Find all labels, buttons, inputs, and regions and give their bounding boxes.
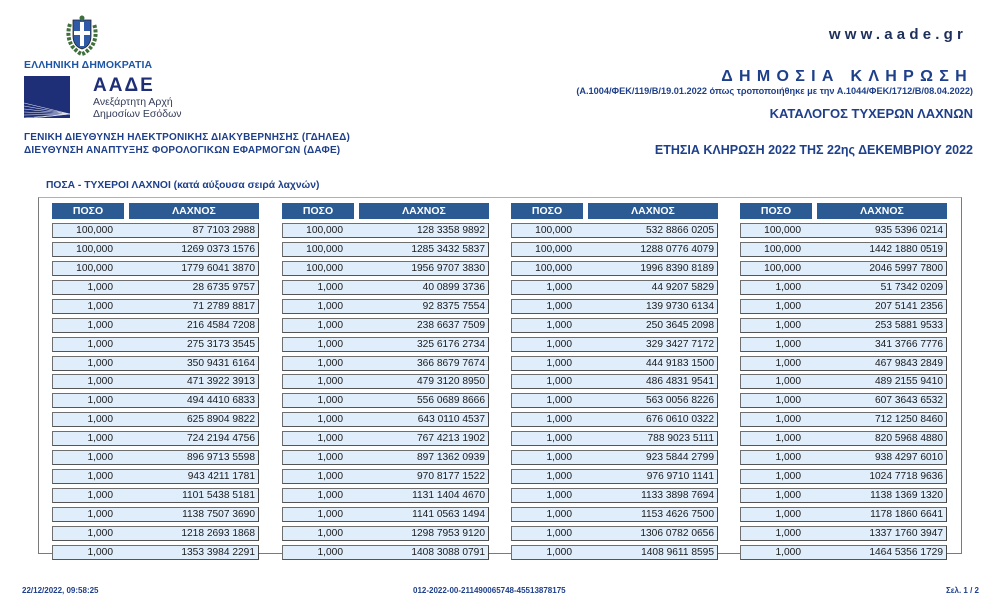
table-row: [511, 393, 718, 408]
prize-amount: 1,000: [546, 357, 572, 369]
ticket-number: 1779 6041 3870: [181, 262, 255, 274]
prize-amount: 100,000: [535, 262, 572, 274]
prize-amount: 1,000: [317, 300, 343, 312]
aade-logo-icon: [24, 76, 70, 118]
prize-amount: 1,000: [317, 433, 343, 445]
prize-amount: 1,000: [87, 319, 113, 331]
prize-amount: 1,000: [775, 452, 801, 464]
table-row: [282, 507, 489, 522]
column-header: [282, 203, 489, 219]
ticket-number: 896 9713 5598: [187, 452, 255, 464]
ticket-number: 1131 1404 4670: [412, 490, 485, 502]
table-row: [740, 545, 947, 560]
prize-amount: 1,000: [317, 338, 343, 350]
table-row: [511, 242, 718, 257]
header-ticket: ΛΑΧΝΟΣ: [359, 203, 489, 219]
table-row: [740, 412, 947, 427]
prize-amount: 1,000: [317, 319, 343, 331]
header-amount: ΠΟΣΟ: [740, 203, 812, 219]
ticket-number: 329 3427 7172: [646, 338, 714, 350]
table-row: [282, 545, 489, 560]
ticket-number: 341 3766 7776: [875, 338, 943, 350]
prize-amount: 1,000: [87, 357, 113, 369]
table-row: [740, 299, 947, 314]
table-row: [740, 374, 947, 389]
header-ticket: ΛΑΧΝΟΣ: [588, 203, 718, 219]
table-row: [282, 374, 489, 389]
table-row: [282, 280, 489, 295]
ticket-number: 556 0689 8666: [417, 395, 485, 407]
prize-amount: 1,000: [87, 509, 113, 520]
ticket-number: 1133 3898 7694: [641, 490, 714, 502]
ticket-number: 643 0110 4537: [417, 414, 485, 426]
ticket-number: 976 9710 1141: [646, 471, 714, 483]
prize-amount: 1,000: [546, 509, 572, 520]
ticket-number: 897 1362 0939: [417, 452, 485, 464]
ticket-number: 1101 5438 5181: [182, 490, 255, 502]
table-row: [740, 507, 947, 522]
prize-amount: 1,000: [317, 527, 343, 539]
table-row: [52, 223, 259, 238]
prize-amount: 1,000: [317, 357, 343, 369]
ticket-number: 938 4297 6010: [875, 452, 943, 464]
ticket-number: 2046 5997 7800: [869, 262, 943, 274]
ticket-number: 1178 1860 6641: [870, 509, 943, 520]
prize-amount: 1,000: [546, 281, 572, 293]
prize-amount: 1,000: [775, 546, 801, 558]
ticket-number: 250 3645 2098: [646, 319, 714, 331]
ticket-number: 820 5968 4880: [875, 433, 943, 445]
prize-amount: 1,000: [317, 471, 343, 483]
ticket-number: 767 4213 1902: [417, 433, 485, 445]
prize-amount: 1,000: [317, 414, 343, 426]
table-row: [52, 469, 259, 484]
table-row: [282, 450, 489, 465]
ticket-number: 28 6735 9757: [192, 281, 255, 293]
table-row: [282, 356, 489, 371]
table-row: [740, 393, 947, 408]
ticket-number: 1464 5356 1729: [869, 546, 943, 558]
table-row: [740, 450, 947, 465]
prize-amount: 1,000: [775, 414, 801, 426]
ticket-number: 1337 1760 3947: [869, 527, 943, 539]
prize-amount: 1,000: [775, 376, 801, 388]
ticket-number: 1141 0563 1494: [412, 509, 485, 520]
prize-amount: 1,000: [317, 376, 343, 388]
ticket-number: 676 0610 0322: [646, 414, 714, 426]
ticket-number: 1138 1369 1320: [870, 490, 943, 502]
table-row: [282, 526, 489, 541]
prize-amount: 100,000: [306, 262, 343, 274]
prize-amount: 1,000: [87, 527, 113, 539]
ticket-number: 139 9730 6134: [646, 300, 714, 312]
header-ticket: ΛΑΧΝΟΣ: [129, 203, 259, 219]
ticket-number: 128 3358 9892: [417, 224, 485, 236]
table-row: [511, 318, 718, 333]
ticket-number: 1153 4626 7500: [641, 509, 714, 520]
republic-label: ΕΛΛΗΝΙΚΗ ΔΗΜΟΚΡΑΤΙΑ: [24, 59, 153, 71]
table-row: [52, 507, 259, 522]
table-row: [511, 299, 718, 314]
table-row: [740, 242, 947, 257]
ticket-number: 207 5141 2356: [875, 300, 943, 312]
ticket-number: 1138 7507 3690: [182, 509, 255, 520]
prize-amount: 1,000: [87, 490, 113, 502]
general-directorate-label: ΓΕΝΙΚΗ ΔΙΕΥΘΥΝΣΗ ΗΛΕΚΤΡΟΝΙΚΗΣ ΔΙΑΚΥΒΕΡΝΗΣΗΣ (ΓΔΗΛΕΔ): [24, 132, 351, 143]
table-row: [740, 223, 947, 238]
prize-amount: 1,000: [546, 338, 572, 350]
page-title: ΔΗΜΟΣΙΑ ΚΛΗΡΩΣΗ: [721, 68, 973, 85]
table-row: [740, 526, 947, 541]
table-row: [282, 242, 489, 257]
prize-amount: 1,000: [775, 433, 801, 445]
ticket-number: 607 3643 6532: [875, 395, 943, 407]
table-row: [282, 223, 489, 238]
prize-amount: 1,000: [87, 433, 113, 445]
table-row: [52, 374, 259, 389]
legal-reference: (Α.1004/ΦΕΚ/119/Β/19.01.2022 όπως τροποποιήθηκε με την Α.1044/ΦΕΚ/1712/Β/08.04.2022): [576, 86, 973, 96]
ticket-number: 467 9843 2849: [875, 357, 943, 369]
table-row: [740, 431, 947, 446]
ticket-number: 1024 7718 9636: [869, 471, 943, 483]
ticket-number: 625 8904 9822: [187, 414, 255, 426]
aade-subtitle-line1: Ανεξάρτητη Αρχή: [93, 96, 173, 108]
table-row: [511, 223, 718, 238]
table-row: [52, 242, 259, 257]
table-row: [52, 450, 259, 465]
table-row: [740, 261, 947, 276]
prize-amount: 100,000: [764, 243, 801, 255]
table-row: [282, 412, 489, 427]
prize-amount: 1,000: [775, 338, 801, 350]
table-row: [52, 393, 259, 408]
table-row: [511, 431, 718, 446]
column-header: [52, 203, 259, 219]
ticket-number: 275 3173 3545: [187, 338, 255, 350]
prize-amount: 1,000: [87, 338, 113, 350]
prize-amount: 1,000: [87, 376, 113, 388]
catalog-title: ΚΑΤΑΛΟΓΟΣ ΤΥΧΕΡΩΝ ΛΑΧΝΩΝ: [769, 106, 973, 121]
header-amount: ΠΟΣΟ: [52, 203, 124, 219]
column-header: [740, 203, 947, 219]
prize-amount: 1,000: [546, 452, 572, 464]
prize-amount: 1,000: [775, 300, 801, 312]
ticket-number: 489 2155 9410: [875, 376, 943, 388]
table-row: [282, 261, 489, 276]
table-row: [52, 337, 259, 352]
ticket-number: 71 2789 8817: [192, 300, 255, 312]
ticket-number: 1285 3432 5837: [411, 243, 485, 255]
prize-amount: 1,000: [317, 490, 343, 502]
table-row: [511, 450, 718, 465]
ticket-number: 1408 9611 8595: [641, 546, 714, 558]
ticket-number: 1269 0373 1576: [181, 243, 255, 255]
prize-amount: 1,000: [317, 546, 343, 558]
table-row: [282, 393, 489, 408]
table-row: [511, 526, 718, 541]
table-row: [740, 469, 947, 484]
table-row: [52, 261, 259, 276]
table-row: [740, 280, 947, 295]
prize-amount: 1,000: [775, 319, 801, 331]
ticket-number: 1353 3984 2291: [181, 546, 255, 558]
aade-name: ΑΑΔΕ: [93, 75, 155, 96]
prize-amount: 1,000: [775, 395, 801, 407]
ticket-number: 87 7103 2988: [192, 224, 255, 236]
column-header: [511, 203, 718, 219]
ticket-number: 325 6176 2734: [417, 338, 485, 350]
ticket-number: 44 9207 5829: [651, 281, 714, 293]
table-row: [282, 488, 489, 503]
ticket-number: 92 8375 7554: [422, 300, 485, 312]
prize-amount: 1,000: [775, 357, 801, 369]
prize-amount: 1,000: [546, 471, 572, 483]
table-row: [282, 431, 489, 446]
ticket-number: 1218 2693 1868: [181, 527, 255, 539]
ticket-number: 1298 7953 9120: [411, 527, 485, 539]
table-row: [282, 337, 489, 352]
table-row: [740, 356, 947, 371]
prize-amount: 1,000: [87, 546, 113, 558]
table-row: [511, 488, 718, 503]
prize-amount: 100,000: [76, 224, 113, 236]
table-row: [511, 374, 718, 389]
ticket-number: 238 6637 7509: [417, 319, 485, 331]
prize-amount: 1,000: [775, 281, 801, 293]
footer-page-number: Σελ. 1 / 2: [945, 586, 979, 595]
ticket-number: 479 3120 8950: [417, 376, 485, 388]
prize-amount: 100,000: [76, 262, 113, 274]
table-row: [511, 261, 718, 276]
prize-amount: 1,000: [546, 395, 572, 407]
table-row: [52, 299, 259, 314]
website-link[interactable]: www.aade.gr: [828, 26, 967, 43]
prize-amount: 1,000: [546, 433, 572, 445]
prize-amount: 1,000: [87, 414, 113, 426]
table-row: [511, 337, 718, 352]
footer-timestamp: 22/12/2022, 09:58:25: [22, 586, 99, 595]
table-row: [511, 280, 718, 295]
ticket-number: 350 9431 6164: [187, 357, 255, 369]
ticket-number: 471 3922 3913: [187, 376, 255, 388]
prize-amount: 1,000: [775, 527, 801, 539]
ticket-number: 1996 8390 8189: [640, 262, 714, 274]
results-column: [511, 203, 718, 560]
table-row: [52, 545, 259, 560]
prize-amount: 100,000: [306, 224, 343, 236]
prize-amount: 1,000: [87, 300, 113, 312]
draw-title: ΕΤΗΣΙΑ ΚΛΗΡΩΣΗ 2022 ΤΗΣ 22ης ΔΕΚΕΜΒΡΙΟΥ 2022: [654, 143, 973, 157]
prize-amount: 1,000: [87, 281, 113, 293]
table-row: [282, 299, 489, 314]
prize-amount: 1,000: [87, 452, 113, 464]
table-row: [282, 469, 489, 484]
table-row: [511, 356, 718, 371]
ticket-number: 444 9183 1500: [646, 357, 714, 369]
prize-amount: 1,000: [87, 395, 113, 407]
table-row: [52, 356, 259, 371]
ticket-number: 923 5844 2799: [646, 452, 714, 464]
prize-amount: 1,000: [317, 395, 343, 407]
table-row: [740, 488, 947, 503]
ticket-number: 970 8177 1522: [417, 471, 485, 483]
header-amount: ΠΟΣΟ: [511, 203, 583, 219]
table-row: [52, 280, 259, 295]
footer-document-id: 012-2022-00-211490065748-45513878175: [413, 586, 566, 595]
ticket-number: 216 4584 7208: [187, 319, 255, 331]
ticket-number: 366 8679 7674: [417, 357, 485, 369]
ticket-number: 494 4410 6833: [187, 395, 255, 407]
ticket-number: 486 4831 9541: [646, 376, 714, 388]
prize-amount: 1,000: [546, 376, 572, 388]
prize-amount: 1,000: [317, 281, 343, 293]
prize-amount: 100,000: [535, 243, 572, 255]
header-ticket: ΛΑΧΝΟΣ: [817, 203, 947, 219]
prize-amount: 1,000: [546, 300, 572, 312]
ticket-number: 935 5396 0214: [875, 224, 943, 236]
table-row: [52, 431, 259, 446]
ticket-number: 788 9023 5111: [647, 433, 714, 445]
prize-amount: 1,000: [775, 509, 801, 520]
results-column: [52, 203, 259, 560]
table-row: [511, 412, 718, 427]
table-row: [52, 318, 259, 333]
prize-amount: 1,000: [546, 414, 572, 426]
results-column: [282, 203, 489, 560]
ticket-number: 253 5881 9533: [875, 319, 943, 331]
table-row: [740, 318, 947, 333]
prize-amount: 1,000: [775, 490, 801, 502]
ticket-number: 724 2194 4756: [187, 433, 255, 445]
ticket-number: 943 4211 1781: [187, 471, 255, 483]
ticket-number: 1306 0782 0656: [640, 527, 714, 539]
ticket-number: 40 0899 3736: [422, 281, 485, 293]
ticket-number: 1288 0776 4079: [640, 243, 714, 255]
prize-amount: 100,000: [764, 224, 801, 236]
table-row: [511, 545, 718, 560]
prize-amount: 1,000: [317, 509, 343, 520]
table-row: [52, 488, 259, 503]
ticket-number: 563 0056 8226: [646, 395, 714, 407]
table-row: [52, 412, 259, 427]
prize-amount: 100,000: [76, 243, 113, 255]
section-title: ΠΟΣΑ - ΤΥΧΕΡΟΙ ΛΑΧΝΟΙ (κατά αύξουσα σειρά λαχνών): [46, 180, 320, 191]
prize-amount: 1,000: [546, 490, 572, 502]
ticket-number: 532 8866 0205: [646, 224, 714, 236]
table-row: [740, 337, 947, 352]
greek-emblem-icon: [62, 14, 102, 56]
prize-amount: 1,000: [546, 546, 572, 558]
table-row: [282, 318, 489, 333]
prize-amount: 1,000: [317, 452, 343, 464]
prize-amount: 100,000: [764, 262, 801, 274]
table-row: [52, 526, 259, 541]
prize-amount: 1,000: [87, 471, 113, 483]
ticket-number: 712 1250 8460: [875, 414, 943, 426]
directorate-label: ΔΙΕΥΘΥΝΣΗ ΑΝΑΠΤΥΞΗΣ ΦΟΡΟΛΟΓΙΚΩΝ ΕΦΑΡΜΟΓΩΝ (ΔΑΦΕ): [24, 145, 341, 156]
prize-amount: 1,000: [546, 319, 572, 331]
aade-subtitle-line2: Δημοσίων Εσόδων: [93, 108, 182, 120]
ticket-number: 1408 3088 0791: [411, 546, 485, 558]
prize-amount: 1,000: [546, 527, 572, 539]
table-row: [511, 469, 718, 484]
ticket-number: 1442 1880 0519: [869, 243, 943, 255]
ticket-number: 1956 9707 3830: [411, 262, 485, 274]
prize-amount: 1,000: [775, 471, 801, 483]
prize-amount: 100,000: [306, 243, 343, 255]
prize-amount: 100,000: [535, 224, 572, 236]
header-amount: ΠΟΣΟ: [282, 203, 354, 219]
ticket-number: 51 7342 0209: [880, 281, 943, 293]
table-row: [511, 507, 718, 522]
results-column: [740, 203, 947, 560]
